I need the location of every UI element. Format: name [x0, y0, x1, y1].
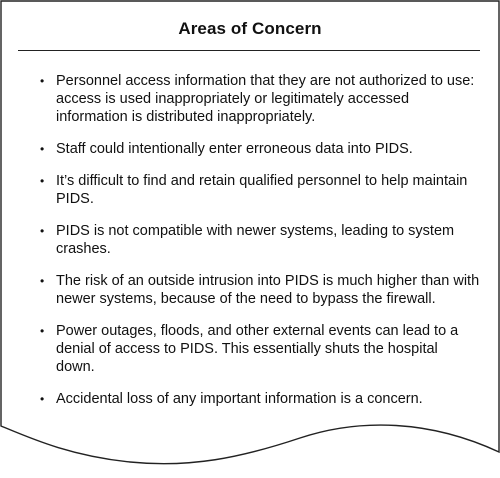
list-item — [40, 322, 480, 376]
list-item — [40, 272, 480, 308]
list-item-text: PIDS is not compatible with newer systems, leading to system crashes. — [56, 223, 455, 257]
concern-list — [40, 72, 480, 422]
list-item — [40, 140, 480, 158]
list-item-text: Accidental loss of any important information is a concern. — [56, 391, 423, 407]
list-item-text: Power outages, floods, and other external events can lead to a denial of access to PIDS. This essentially shuts the hospital down. — [56, 323, 459, 375]
bullet-icon: • — [40, 224, 45, 238]
list-item — [40, 172, 480, 208]
bullet-icon: • — [40, 324, 45, 338]
document-title: Areas of Concern — [178, 19, 322, 38]
list-item — [40, 72, 480, 126]
list-item-text: Personnel access information that they are not authorized to use: access is used inappropriately or legitimately accessed information is distributed inappropriately. — [56, 73, 475, 125]
list-item-text: The risk of an outside intrusion into PIDS is much higher than with newer systems, because of the need to bypass the firewall. — [56, 273, 480, 307]
document-card — [2, 2, 498, 476]
bullet-icon: • — [40, 142, 45, 156]
bullet-icon: • — [40, 392, 45, 406]
bullet-icon: • — [40, 274, 45, 288]
list-item-text: Staff could intentionally enter erroneous data into PIDS. — [56, 141, 413, 157]
list-item — [40, 222, 480, 258]
list-item — [40, 390, 480, 408]
bullet-icon: • — [40, 74, 45, 88]
bullet-icon: • — [40, 174, 45, 188]
list-item-text: It’s difficult to find and retain qualified personnel to help maintain PIDS. — [56, 173, 468, 207]
title-divider — [18, 50, 480, 51]
